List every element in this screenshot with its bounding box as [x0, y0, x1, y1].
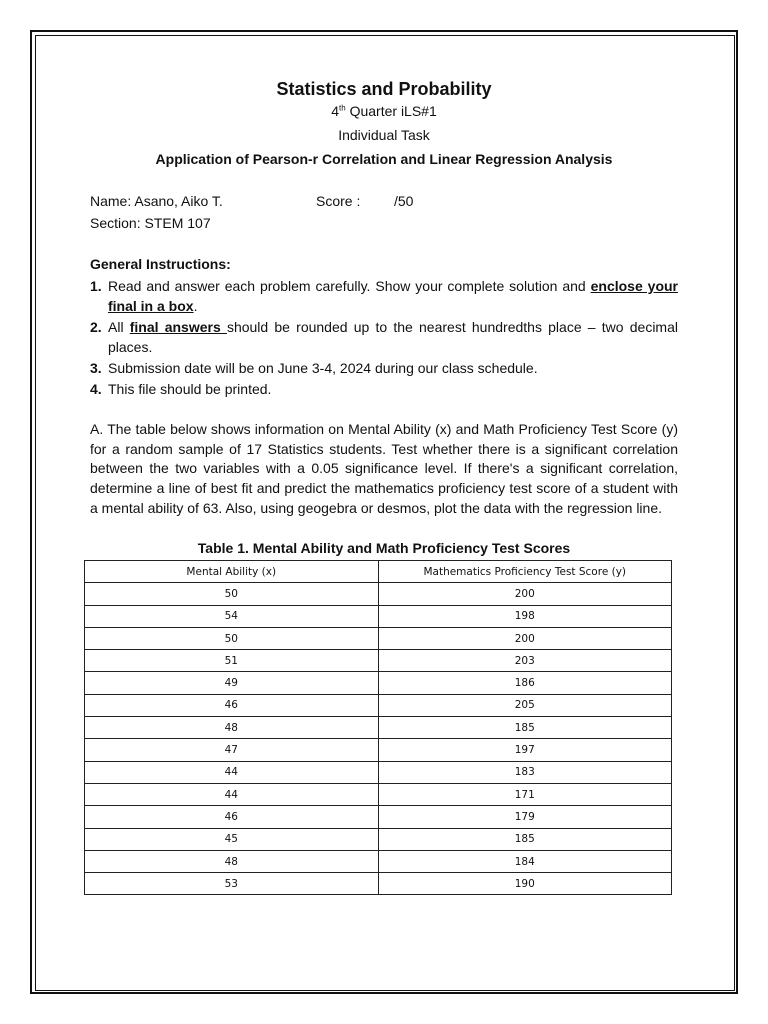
- problem-text: A. The table below shows information on Mental Ability (x) and Math Proficiency Test Score (y) for a random sample of 17 Statistics students. Test whether there is a significant correlation between the two variables with a 0.05 significance level. If there's a significant correlation, determine a line of best fit and predict the mathematics proficiency test score of a student with a mental ability of 63. Also, using geogebra or desmos, plot the data with the regression line.: [90, 421, 678, 516]
- table-row: [85, 850, 672, 872]
- instruction-text-end: .: [193, 298, 198, 314]
- instruction-item: [90, 379, 678, 399]
- document-title: Statistics and Probability: [276, 79, 492, 99]
- document-subtitle: Application of Pearson-r Correlation and Linear Regression Analysis: [155, 151, 613, 167]
- cell-mental-ability: 45: [85, 828, 379, 850]
- cell-mental-ability: 44: [85, 761, 379, 783]
- instruction-item: [90, 358, 678, 378]
- header-math-score: Mathematics Proficiency Test Score (y): [378, 561, 672, 583]
- instruction-emphasis: enclose your final in a box: [108, 278, 678, 314]
- cell-mental-ability: 49: [85, 672, 379, 694]
- cell-math-score: 200: [378, 627, 672, 649]
- table-row: [85, 739, 672, 761]
- instruction-text: Read and answer each problem carefully. Show your complete solution and: [108, 278, 591, 294]
- cell-mental-ability: 54: [85, 605, 379, 627]
- student-section: Section: STEM 107: [90, 215, 211, 231]
- instructions-list: [90, 276, 678, 400]
- cell-mental-ability: 53: [85, 873, 379, 895]
- instruction-item: [90, 317, 678, 357]
- cell-math-score: 200: [378, 583, 672, 605]
- score-label: Score :: [316, 193, 361, 209]
- cell-math-score: 205: [378, 694, 672, 716]
- cell-mental-ability: 48: [85, 717, 379, 739]
- cell-math-score: 197: [378, 739, 672, 761]
- table-row: [85, 783, 672, 805]
- cell-mental-ability: 47: [85, 739, 379, 761]
- table-row: [85, 605, 672, 627]
- quarter-label: 4th Quarter iLS#1: [331, 103, 437, 119]
- cell-math-score: 198: [378, 605, 672, 627]
- cell-math-score: 185: [378, 828, 672, 850]
- header-mental-ability: Mental Ability (x): [85, 561, 379, 583]
- table-row: [85, 627, 672, 649]
- student-name: Name: Asano, Aiko T.: [90, 193, 223, 209]
- cell-mental-ability: 44: [85, 783, 379, 805]
- cell-math-score: 185: [378, 717, 672, 739]
- cell-math-score: 186: [378, 672, 672, 694]
- cell-mental-ability: 50: [85, 627, 379, 649]
- table-row: [85, 761, 672, 783]
- cell-mental-ability: 48: [85, 850, 379, 872]
- instruction-text: This file should be printed.: [108, 381, 272, 397]
- table-caption: Table 1. Mental Ability and Math Proficiency Test Scores: [197, 540, 571, 556]
- instruction-number: 4.: [90, 381, 102, 397]
- instruction-text: All: [108, 319, 130, 335]
- table-row: [85, 873, 672, 895]
- cell-mental-ability: 50: [85, 583, 379, 605]
- cell-mental-ability: 51: [85, 650, 379, 672]
- instruction-number: 2.: [90, 319, 102, 335]
- cell-math-score: 183: [378, 761, 672, 783]
- table-row: [85, 694, 672, 716]
- cell-math-score: 203: [378, 650, 672, 672]
- table-row: [85, 717, 672, 739]
- score-total: /50: [394, 193, 414, 209]
- instruction-emphasis: final answers: [129, 319, 227, 335]
- table-row: [85, 828, 672, 850]
- instruction-number: 1.: [90, 278, 102, 294]
- table-row: [85, 583, 672, 605]
- table-header-row: [85, 561, 672, 583]
- cell-math-score: 179: [378, 806, 672, 828]
- data-table: [84, 560, 672, 895]
- instruction-text-end: should be rounded up to the nearest hundredths place – two decimal places.: [108, 319, 678, 355]
- cell-mental-ability: 46: [85, 806, 379, 828]
- instruction-number: 3.: [90, 360, 102, 376]
- instruction-text: Submission date will be on June 3-4, 2024 during our class schedule.: [108, 360, 538, 376]
- instructions-heading: General Instructions:: [90, 256, 231, 272]
- cell-math-score: 190: [378, 873, 672, 895]
- cell-math-score: 171: [378, 783, 672, 805]
- cell-math-score: 184: [378, 850, 672, 872]
- table-row: [85, 672, 672, 694]
- task-type: Individual Task: [338, 127, 430, 143]
- table-row: [85, 806, 672, 828]
- instruction-item: [90, 276, 678, 316]
- table-row: [85, 650, 672, 672]
- cell-mental-ability: 46: [85, 694, 379, 716]
